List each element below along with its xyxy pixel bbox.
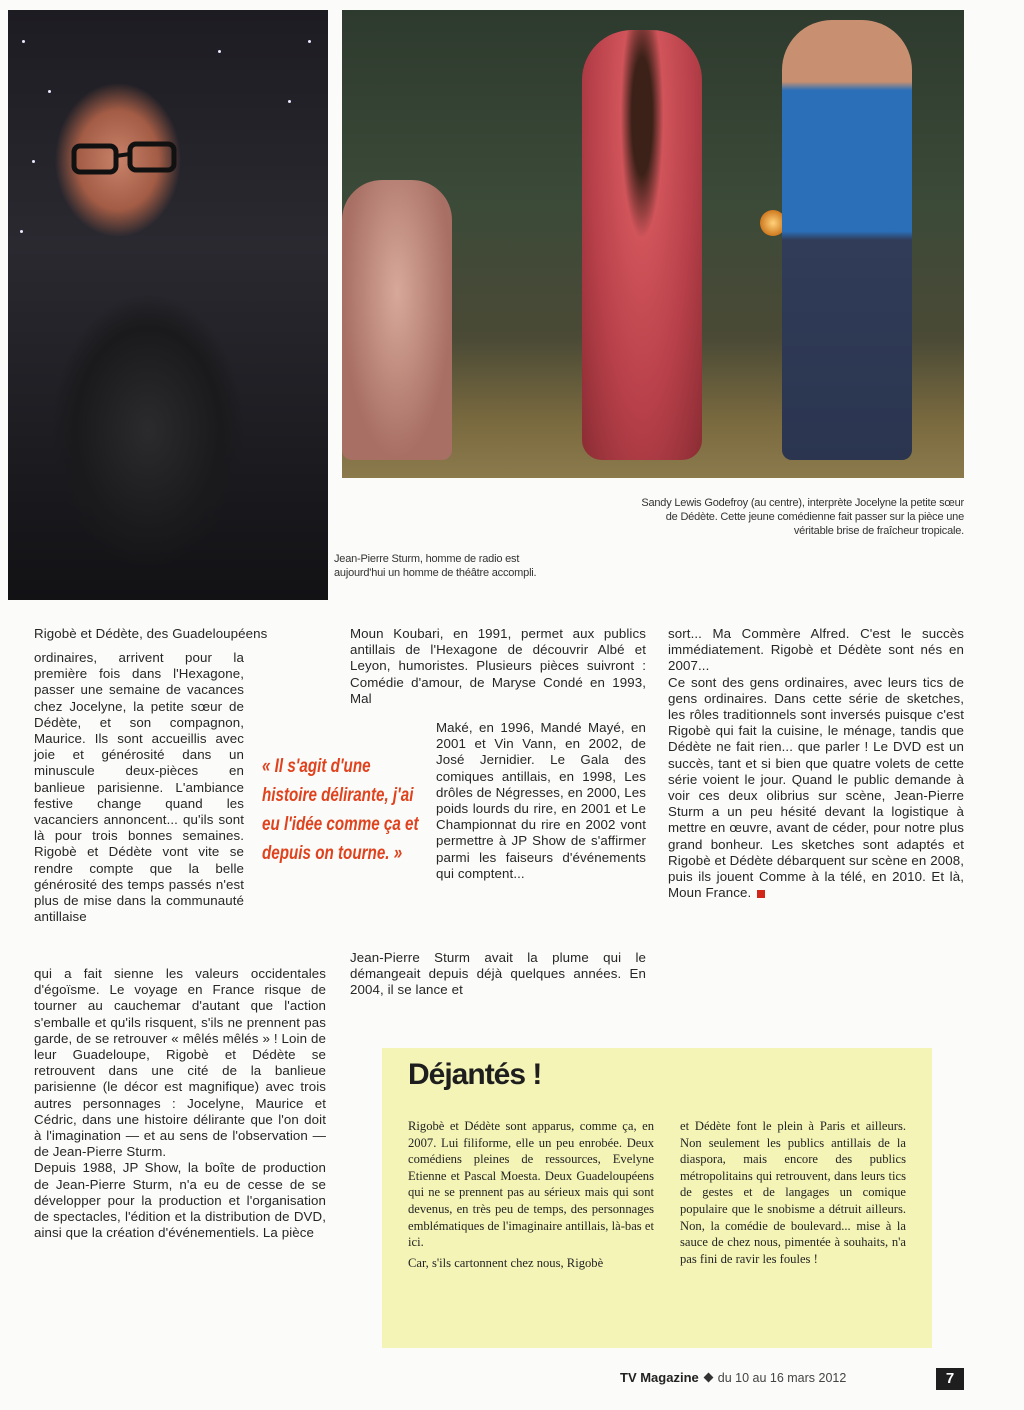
sparkle-decoration	[20, 230, 23, 233]
sidebar-column-1	[408, 1118, 654, 1275]
paragraph: Depuis 1988, JP Show, la boîte de production de Jean-Pierre Sturm, n'a eu de cesse de se développer pour la production et l'organisation de spectacles, l'édition et la distribution de DVD, ainsi que la création d'événementiels. La pièce	[34, 1160, 326, 1241]
article-column-2-narrow: Maké, en 1996, Mandé Mayé, en 2001 et Vin Vann, en 2002, de José Jernidier. Le Gala des comiques antillais, en 1998, Les drôles de Négresses, en 2000, Les poids lourds du rire, en 2001 et Le Championnat du rire en 2002 vont permettre à JP Show de s'affirmer parmi les faiseurs d'événements qui comptent...	[436, 720, 646, 881]
paragraph: et Dédète font le plein à Paris et ailleurs. Non seulement les publics antillais de la diaspora, mais encore des publics métropolitains qui retrouvent, dans leurs tics de gestes et de langages un comique populaire que le snobisme a détruit ailleurs. Non, la comédie de boulevard... mise à la sauce de chez nous, pimentée à souhaits, n'a pas fini de ravir les foules !	[680, 1119, 906, 1266]
sparkle-decoration	[288, 100, 291, 103]
stage-scene-photo	[342, 10, 964, 478]
article-column-1-continued	[34, 966, 326, 1241]
issue-dates: du 10 au 16 mars 2012	[717, 1371, 847, 1385]
sidebar-column-2	[680, 1118, 906, 1271]
paragraph: sort... Ma Commère Alfred. C'est le succès immédiatement. Rigobè et Dédète sont nés en 2007...	[668, 626, 964, 674]
paragraph: Car, s'ils cartonnent chez nous, Rigobè	[408, 1255, 604, 1270]
sparkle-decoration	[48, 90, 51, 93]
sparkle-decoration	[218, 50, 221, 53]
photo-caption-portrait: Jean-Pierre Sturm, homme de radio est aujourd'hui un homme de théâtre accompli.	[334, 553, 537, 579]
end-of-article-mark	[757, 890, 765, 898]
glasses-shape	[70, 138, 180, 178]
actor-in-blue-shirt-figure	[782, 20, 912, 460]
portrait-photo-jean-pierre-sturm	[8, 10, 328, 600]
pull-quote: « Il s'agit d'une histoire délirante, j'ai eu l'idée comme ça et depuis on tourne. »	[262, 756, 419, 864]
photo-caption-stage: Sandy Lewis Godefroy (au centre), interprète Jocelyne la petite sœur de Dédète. Cette jeune comédienne fait passer sur la pièce une véritable brise de fraîcheur tropicale.	[641, 497, 964, 537]
sparkle-decoration	[22, 40, 25, 43]
sparkle-decoration	[308, 40, 311, 43]
page-footer	[620, 1370, 964, 1392]
sidebar-title: Déjantés !	[408, 1058, 542, 1091]
sparkle-decoration	[32, 160, 35, 163]
magazine-name: TV Magazine	[620, 1370, 699, 1385]
actress-in-red-dress-figure	[582, 30, 702, 460]
article-column-3	[668, 626, 964, 901]
paragraph: Ce sont des gens ordinaires, avec leurs tics de gens ordinaires. Dans cette série de sketches, les rôles traditionnels sont inversés puisque c'est Rigobè qui fait la cuisine, le ménage, tandis que Dédète ne fait rien... que parler ! Le DVD est un succès, tant et si bien que quatre volets de cette série voient le jour. Quand le public demande à voir ces deux olibrius sur scène, Jean-Pierre Sturm a un peu hésité devant la logistique à mettre en œuvre, avant de céder, pour notre plus grand bonheur. Les sketches sont adaptés et Rigobè et Dédète débarquent sur scène en 2008, puis ils jouent Comme à la télé, en 2010. Et là, Moun France.	[668, 674, 964, 901]
article-column-1-narrow: ordinaires, arrivent pour la première fois dans l'Hexagone, passer une semaine de vacances chez Jocelyne, la petite sœur de Dédète, et son compagnon, Maurice. Ils sont accueillis avec joie et générosité dans un minuscule deux-pièces en banlieue parisienne. L'ambiance festive change quand les vacanciers annoncent... qu'ils sont là pour trois bonnes semaines. Rigobè et Dédète vont vite se rendre compte que la belle générosité des temps passés n'est plus de mise dans la communauté antillaise	[34, 650, 244, 925]
paragraph: qui a fait sienne les valeurs occidentales d'égoïsme. Le voyage en France risque de tourner au cauchemar d'autant que l'action s'emballe et qu'ils risquent, s'ils ne prennent pas garde, de se retrouver « mêlés mêlés » ! Loin de leur Guadeloupe, Rigobè et Dédète se retrouvent dans une cité de la banlieue parisienne (le décor est magnifique) avec trois autres personnages : Jocelyne, Maurice et Cédric, dans une histoire délirante que l'on doit à l'imagination — et au sens de l'observation — de Jean-Pierre Sturm.	[34, 966, 326, 1160]
article-column-1-intro: Rigobè et Dédète, des Guadeloupéens	[34, 626, 268, 641]
page-number: 7	[936, 1368, 964, 1390]
article-column-2-intro: Moun Koubari, en 1991, permet aux publics antillais de l'Hexagone de découvrir Albé et Leyon, humoristes. Plusieurs pièces suivront : Comédie d'amour, de Maryse Condé en 1993, Mal	[350, 626, 646, 706]
sidebar-box-dejantes	[382, 1048, 932, 1348]
diamond-bullet-icon	[703, 1373, 713, 1383]
article-column-2-continued: Jean-Pierre Sturm avait la plume qui le démangeait depuis déjà quelques années. En 2004, il se lance et	[350, 950, 646, 998]
paragraph: Rigobè et Dédète sont apparus, comme ça, en 2007. Lui filiforme, elle un peu enrobée. Deux comédiens pleines de ressources, Evelyne Etienne et Pascal Moesta. Deux Guadeloupéens qui ne se prennent pas au sérieux mais qui sont devenus, en très peu de temps, des personnages emblématiques de l'imaginaire antillais, là-bas et ici.	[408, 1119, 654, 1250]
seated-actress-figure	[342, 180, 452, 460]
